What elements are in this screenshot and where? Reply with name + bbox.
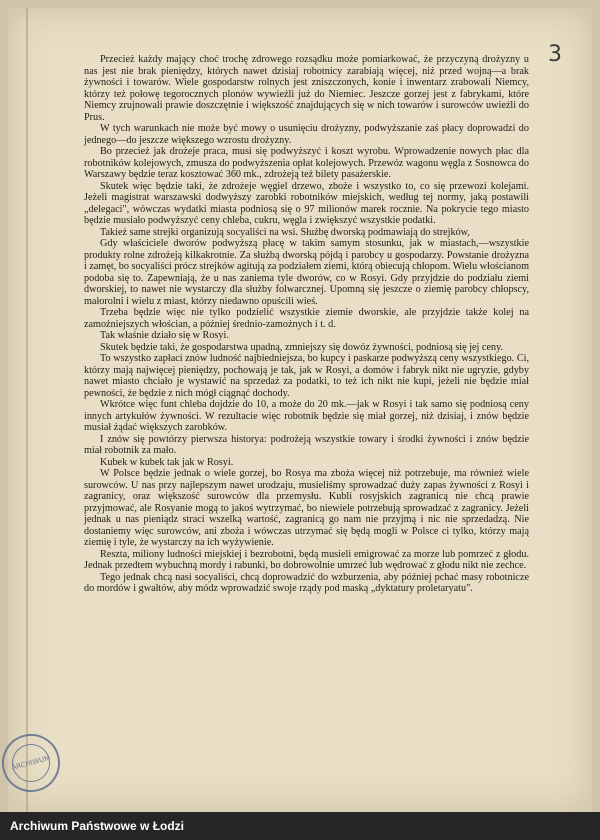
document-paragraph: Trzeba będzie więc nie tylko podzielić wszystkie ziemie dworskie, ale przyjdzie także kolej na zamożniejszych włościan, a później średnio-zamożnych i t. d. <box>84 307 529 330</box>
archive-stamp <box>0 727 67 798</box>
page-fold <box>26 8 28 812</box>
document-text <box>84 54 529 595</box>
archive-name-label: Archiwum Państwowe w Łodzi <box>10 819 185 833</box>
document-paragraph: Gdy właściciele dworów podwyższą płacę w takim samym stosunku, jak w miastach,—wszystkie produkty rolne zdrożeją kilkakrotnie. Za służbą dworską pójdą i parobcy u gospodarzy. Powstanie drożyzna i zamęt, bo socyaliści prócz strejków agitują za podziałem ziemi, którą obiecują chłopom. Wielu włościanom podoba się to. Zapewniają, że u nas zaniema tyle dworów, co w Rosyi. Gdy przyjdzie do podziału ziemi dworskiej, to nawet nie wystarczy dla służby folwarcznej. Upomną się jeszcze o ziemię parobcy chłopscy, małorolni i wielu z miast, którzy niedawno opuścili wieś. <box>84 238 529 307</box>
page-number: 3 <box>548 42 562 67</box>
document-paragraph: Wkrótce więc funt chleba dojdzie do 10, a może do 20 mk.—jak w Rosyi i tak samo się podniosą ceny innych artykułów żywności. W rezultacie więc robotnik będzie się miał gorzej, niż dzisiaj, i znów będzie musiał żądać większych zarobków. <box>84 399 529 433</box>
document-paragraph: Tak właśnie działo się w Rosyi. <box>100 330 229 341</box>
document-paragraph: Tego jednak chcą nasi socyaliści, chcą doprowadzić do wzburzenia, aby później pchać masy robotnicze do mordów i gwałtów, aby módz wprowadzić swoje rządy pod maską „dyktatury proletaryatu". <box>84 571 529 594</box>
document-page <box>8 8 592 812</box>
document-paragraph: W Polsce będzie jednak o wiele gorzej, bo Rosya ma zboża więcej niż potrzebuje, ma również wiele surowców. U nas przy najlepszym nawet urodzaju, musieliśmy sprowadzać duży zapas żywności z Rosyi i zagranicy, oraz większość surowców dla przemysłu. Kubli rosyjskich zagranicą nie chcą prawie przyjmować, ale Rosyanie mogą to jakoś wytrzymać, bo niewiele potrzebują sprowadzać z zagranicy. Jeżeli jednak u nas pieniądz straci wszelką wartość, zagranicą go nam nie przyjmą i nic nie sprzedadzą. Nie dostaniemy więc surowców, ani zboża i wówczas utrzymać się będą mogli w Polsce ci tylko, którzy mają ziemię i tyle, że wystarczy na ich wyżywienie. <box>84 468 529 548</box>
document-paragraph: W tych warunkach nie może być mowy o usunięciu drożyzny, podwyższanie zaś płacy doprowadzi do jednego—do jeszcze większego wzrostu drożyzny. <box>84 123 529 146</box>
document-paragraph: I znów się powtórzy pierwsza historya: podrożeją wszystkie towary i środki żywności i znów będzie miał robotnik za mało. <box>84 433 529 456</box>
document-paragraph: Bo przecież jak drożeje praca, musi się podwyższyć i koszt wyrobu. Wprowadzenie nowych płac dla robotników kolejowych, zmusza do podwyższenia opłat kolejowych. Przewóz wagonu węgla z Sosnowca do Warszawy będzie teraz kosztować 360 mk., zdrożeją też bilety pasażerskie. <box>84 146 529 180</box>
document-paragraph: Skutek będzie taki, że gospodarstwa upadną, zmniejszy się dowóz żywności, podniosą się jej ceny. <box>100 341 504 353</box>
document-paragraph: Takież same strejki organizują socyaliści na wsi. Służbę dworską podmawiają do strejków, <box>100 226 470 238</box>
document-paragraph: Kubek w kubek tak jak w Rosyi. <box>100 456 234 468</box>
archive-stamp-inner <box>8 740 55 787</box>
archive-stamp-text: ARCHIWUM <box>10 754 52 772</box>
document-paragraph: Skutek więc będzie taki, że zdrożeje węgiel drzewo, zboże i wszystko to, co się przewozi kolejami. Jeżeli magistrat warszawski dodwyższy zarobki robotników miejskich, według tej normy, jaką postawili „delegaci", wówczas wydatki miasta podniosą się o 97 milionów marek rocznie. Na pokrycie tego miasto będzie musiało podwyższyć ceny chleba, cukru, węgla i zwiększyć wszystkie podatki. <box>84 180 529 226</box>
footer-bar <box>0 812 600 840</box>
document-paragraph: Przecież każdy mający choć trochę zdrowego rozsądku może pomiarkować, że przyczyną drożyzny u nas jest nie brak pieniędzy, których nawet dzisiaj robotnicy zarabiają więcej, niż przed wojną—a brak żywności i towarów. Wiele gospodarstw rolnych jest zniszczonych, konie i inwentarz zrabowali Niemcy, którzy też połowę tegorocznych plonów wywieźli już do Niemiec. Jeszcze gorzej jest z fabrykami, które Niemcy zrujnowali prawie doszczętnie i większość znajdujących się w nich towarów i surowców uwieźli do Prus. <box>84 54 529 123</box>
document-paragraph: To wszystko zapłaci znów ludność najbiedniejsza, bo kupcy i paskarze podwyższą ceny wszystkiego. Ci, którzy mają najwięcej pieniędzy, pochowają je tak, jak w Rosyi, a domów i fabryk nikt nie ugryzie, gdyby nawet miasto chciało je wystawić na sprzedaż za podatki, to też ich nikt nie kupi, jeżeli nie będzie miał pewności, że będzie z nich mógł ciągnąć dochody. <box>84 353 529 399</box>
document-paragraph: Reszta, miliony ludności miejskiej i bezrobotni, będą musieli emigrować za morze lub pomrzeć z głodu. Jednak przedtem wybuchną mordy i rabunki, bo dobrowolnie umrzeć lub wędrować z głodu nikt nie zechce. <box>84 548 529 571</box>
